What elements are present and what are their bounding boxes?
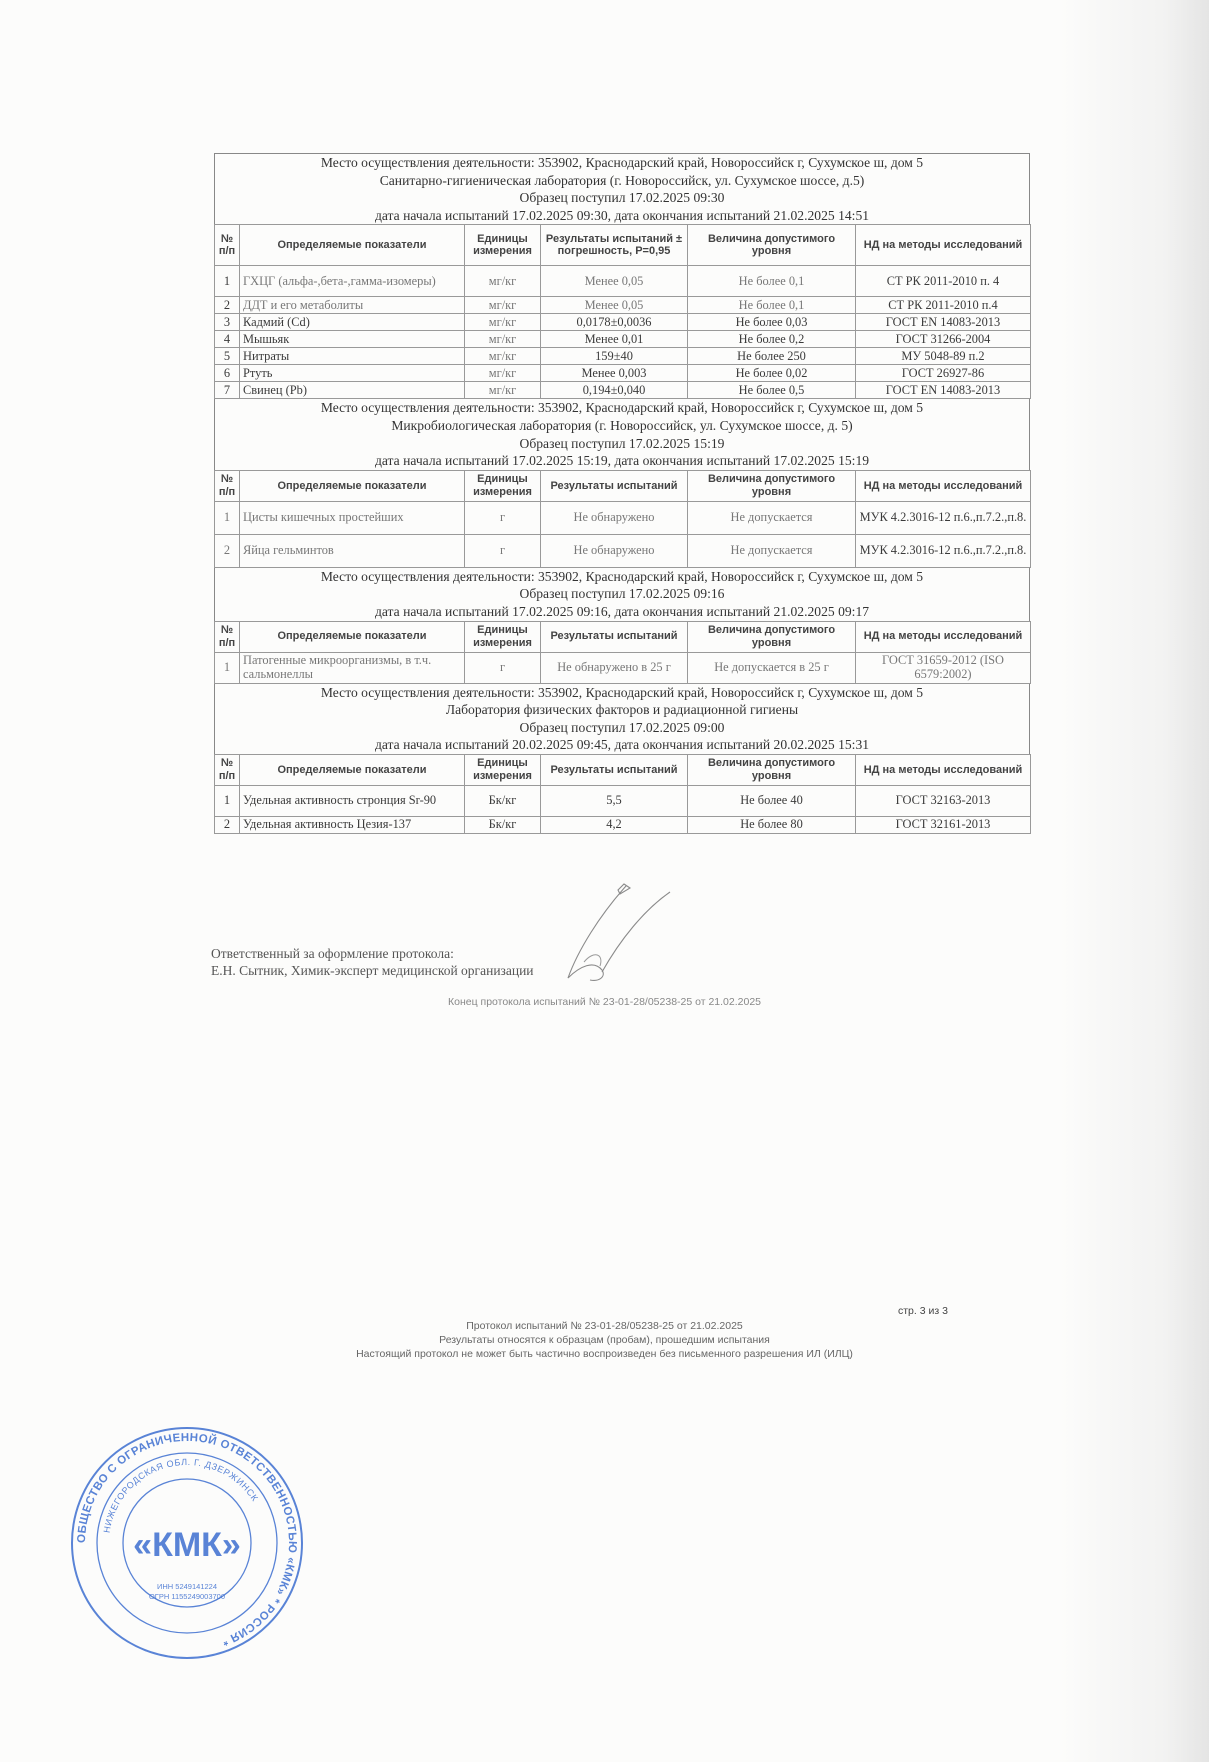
scan-edge-shadow	[1059, 0, 1209, 1762]
responsible-block	[211, 945, 534, 979]
signature-image	[560, 880, 710, 990]
col-number: № п/п	[215, 225, 240, 266]
stamp-ring-outer-text: ОБЩЕСТВО С ОГРАНИЧЕННОЙ ОТВЕТСТВЕННОСТЬЮ «КМК» * РОССИЯ *	[75, 1431, 299, 1648]
col-method: НД на методы исследований	[856, 754, 1031, 785]
company-stamp-image	[67, 1423, 307, 1663]
table-row: 1 Удельная активность стронция Sr-90 Бк/кг 5,5 Не более 40 ГОСТ 32163-2013	[215, 785, 1031, 816]
table-header-row	[215, 470, 1031, 501]
stamp-center-text: «КМК»	[133, 1526, 241, 1564]
footer-note-results: Результаты относятся к образцам (пробам), прошедшим испытания	[439, 1334, 770, 1346]
table-row: 5 Нитраты мг/кг 159±40 Не более 250 МУ 5048-89 п.2	[215, 348, 1031, 365]
col-limit: Величина допустимого уровня	[688, 225, 856, 266]
section-3-location: Место осуществления деятельности: 353902, Краснодарский край, Новороссийск г, Сухумское ш, дом 5	[320, 568, 924, 584]
col-result: Результаты испытаний	[541, 621, 688, 652]
table-row: 2 Яйца гельминтов г Не обнаружено Не допускается МУК 4.2.3016-12 п.6.,п.7.2.,п.8.	[215, 534, 1031, 567]
col-method: НД на методы исследований	[856, 470, 1031, 501]
section-3-header	[214, 568, 1030, 621]
responsible-name: Е.Н. Сытник, Химик-эксперт медицинской организации	[211, 963, 534, 978]
table-header-row	[215, 621, 1031, 652]
table-row: 2 ДДТ и его метаболиты мг/кг Менее 0,05 Не более 0,1 СТ РК 2011-2010 п.4	[215, 297, 1031, 314]
col-method: НД на методы исследований	[856, 621, 1031, 652]
section-1-lab: Санитарно-гигиеническая лаборатория (г. Новороссийск, ул. Сухумское шоссе, д.5)	[379, 172, 865, 188]
col-units: Единицы измерения	[465, 621, 541, 652]
section-1-header	[214, 153, 1030, 224]
table-header-row	[215, 225, 1031, 266]
table-header-row	[215, 754, 1031, 785]
section-4-location: Место осуществления деятельности: 353902, Краснодарский край, Новороссийск г, Сухумское ш, дом 5	[320, 684, 924, 700]
table-row: 6 Ртуть мг/кг Менее 0,003 Не более 0,02 ГОСТ 26927-86	[215, 365, 1031, 382]
table-row: 1 ГХЦГ (альфа-,бета-,гамма-изомеры) мг/кг Менее 0,05 Не более 0,1 СТ РК 2011-2010 п. 4	[215, 266, 1031, 297]
col-method: НД на методы исследований	[856, 225, 1031, 266]
stamp-ogrn: ОГРН 1155249003700	[148, 1592, 226, 1601]
col-limit: Величина допустимого уровня	[688, 621, 856, 652]
page-number: стр. 3 из 3	[898, 1305, 948, 1317]
table-row: 7 Свинец (Pb) мг/кг 0,194±0,040 Не более 0,5 ГОСТ EN 14083-2013	[215, 382, 1031, 399]
footer-note-protocol: Протокол испытаний № 23-01-28/05238-25 от 21.02.2025	[466, 1320, 743, 1332]
table-row: 4 Мышьяк мг/кг Менее 0,01 Не более 0,2 ГОСТ 31266-2004	[215, 331, 1031, 348]
table-row: 3 Кадмий (Cd) мг/кг 0,0178±0,0036 Не более 0,03 ГОСТ EN 14083-2013	[215, 314, 1031, 331]
section-4-dates: дата начала испытаний 20.02.2025 09:45, дата окончания испытаний 20.02.2025 15:31	[374, 737, 870, 753]
section-2-lab: Микробиологическая лаборатория (г. Новороссийск, ул. Сухумское шоссе, д. 5)	[391, 417, 853, 433]
col-number: № п/п	[215, 621, 240, 652]
col-result: Результаты испытаний	[541, 754, 688, 785]
col-indicator: Определяемые показатели	[240, 621, 465, 652]
col-indicator: Определяемые показатели	[240, 754, 465, 785]
section-4-header	[214, 684, 1030, 754]
table-row: 2 Удельная активность Цезия-137 Бк/кг 4,2 Не более 80 ГОСТ 32161-2013	[215, 816, 1031, 833]
col-number: № п/п	[215, 470, 240, 501]
table-row: 1 Цисты кишечных простейших г Не обнаружено Не допускается МУК 4.2.3016-12 п.6.,п.7.2.,п.8.	[215, 501, 1031, 534]
section-3-received: Образец поступил 17.02.2025 09:16	[519, 586, 725, 602]
footer-notes	[0, 1319, 1209, 1361]
section-1-received: Образец поступил 17.02.2025 09:30	[519, 190, 725, 206]
section-1-dates: дата начала испытаний 17.02.2025 09:30, дата окончания испытаний 21.02.2025 14:51	[374, 207, 870, 223]
section-4-lab: Лаборатория физических факторов и радиационной гигиены	[445, 702, 799, 718]
section-2-location: Место осуществления деятельности: 353902, Краснодарский край, Новороссийск г, Сухумское ш, дом 5	[320, 400, 924, 416]
protocol-body	[214, 153, 1030, 834]
col-result: Результаты испытаний ± погрешность, Р=0,95	[541, 225, 688, 266]
col-units: Единицы измерения	[465, 470, 541, 501]
stamp-ring-inner-text: НИЖЕГОРОДСКАЯ ОБЛ. Г. ДЗЕРЖИНСК	[101, 1456, 261, 1534]
section-1-table	[214, 224, 1031, 399]
col-result: Результаты испытаний	[541, 470, 688, 501]
col-number: № п/п	[215, 754, 240, 785]
section-3-dates: дата начала испытаний 17.02.2025 09:16, дата окончания испытаний 21.02.2025 09:17	[374, 603, 870, 619]
col-indicator: Определяемые показатели	[240, 225, 465, 266]
col-units: Единицы измерения	[465, 225, 541, 266]
section-2-received: Образец поступил 17.02.2025 15:19	[519, 435, 725, 451]
col-units: Единицы измерения	[465, 754, 541, 785]
section-4-table	[214, 754, 1031, 834]
section-2-table	[214, 470, 1031, 568]
section-1-location: Место осуществления деятельности: 353902, Краснодарский край, Новороссийск г, Сухумское ш, дом 5	[320, 155, 924, 170]
responsible-label: Ответственный за оформление протокола:	[211, 946, 454, 961]
section-2-dates: дата начала испытаний 17.02.2025 15:19, дата окончания испытаний 17.02.2025 15:19	[374, 453, 870, 469]
section-4-received: Образец поступил 17.02.2025 09:00	[519, 719, 725, 735]
table-row: 1 Патогенные микроорганизмы, в т.ч. сальмонеллы г Не обнаружено в 25 г Не допускается в 25 г ГОСТ 31659-2012 (ISO 6579:2002)	[215, 652, 1031, 683]
section-2-header	[214, 399, 1030, 469]
stamp-inn: ИНН 5249141224	[156, 1582, 218, 1591]
footer-note-copyright: Настоящий протокол не может быть частично воспроизведен без письменного разрешения ИЛ (ИЛЦ)	[356, 1348, 853, 1360]
col-limit: Величина допустимого уровня	[688, 754, 856, 785]
section-3-table	[214, 621, 1031, 684]
protocol-end-line: Конец протокола испытаний № 23-01-28/05238-25 от 21.02.2025	[447, 996, 762, 1008]
col-indicator: Определяемые показатели	[240, 470, 465, 501]
col-limit: Величина допустимого уровня	[688, 470, 856, 501]
